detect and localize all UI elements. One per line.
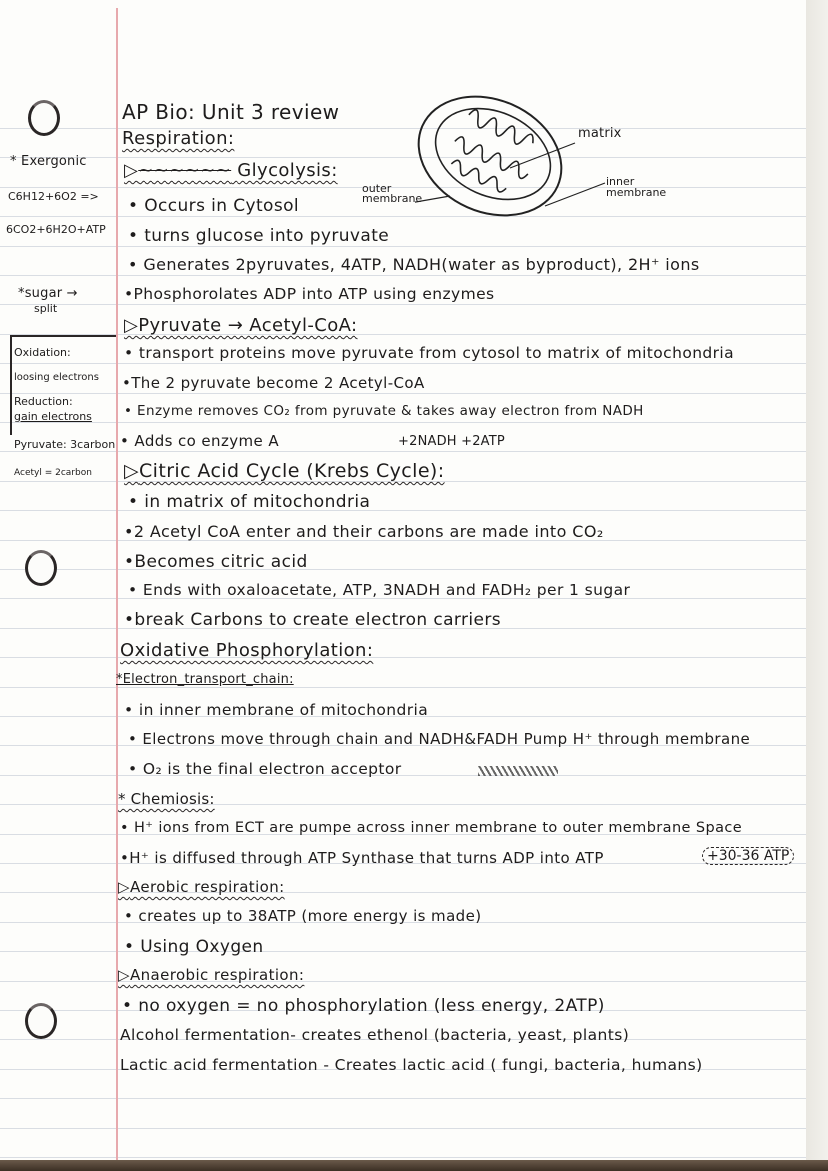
- margin-sugar-split-1: *sugar →: [18, 286, 78, 301]
- margin-oxidation-2: loosing electrons: [14, 372, 99, 383]
- heading-aerobic: ▷Aerobic respiration:: [118, 878, 285, 896]
- ruled-line: [0, 393, 806, 394]
- margin-equation-1: C6H12+6O2 =>: [8, 190, 99, 203]
- margin-reduction-2: gain electrons: [14, 410, 92, 423]
- page-title: AP Bio: Unit 3 review: [122, 100, 340, 124]
- ruled-line: [0, 1098, 806, 1099]
- page-edge-shadow: [806, 0, 828, 1171]
- margin-line: [116, 8, 118, 1163]
- heading-chemiosmosis: * Chemiosis:: [118, 790, 215, 808]
- anaerobic-heading-text: Anaerobic respiration:: [129, 966, 305, 984]
- margin-box-left: [10, 335, 12, 435]
- pyruvate-item-2: •The 2 pyruvate become 2 Acetyl-CoA: [122, 374, 425, 392]
- ruled-line: [0, 775, 806, 776]
- heading-pyruvate-oxidation: ▷Pyruvate → Acetyl-CoA:: [124, 315, 358, 336]
- heading-glycolysis: ▷~~~~~~ Glycolysis:: [124, 160, 338, 181]
- label-inner-membrane: inner membrane: [606, 175, 667, 199]
- chemiosmosis-item-2: •H⁺ is diffused through ATP Synthase that turns ADP into ATP: [120, 849, 604, 867]
- margin-pyruvate-carbon: Pyruvate: 3carbon: [14, 438, 116, 451]
- hole-punch-middle: [25, 550, 57, 586]
- anaerobic-item-3: Lactic acid fermentation - Creates lactic acid ( fungi, bacteria, humans): [120, 1056, 703, 1074]
- margin-sugar-split-2: split: [34, 302, 58, 315]
- ruled-line: [0, 951, 806, 952]
- aerobic-item-2: • Using Oxygen: [124, 937, 264, 957]
- ruled-line: [0, 451, 806, 452]
- margin-oxidation-1: Oxidation:: [14, 346, 71, 359]
- mitochondria-icon: [415, 88, 705, 238]
- glycolysis-item-3: • Generates 2pyruvates, 4ATP, NADH(water as byproduct), 2H⁺ ions: [128, 255, 700, 274]
- heading-anaerobic: ▷Anaerobic respiration:: [118, 966, 305, 984]
- heading-krebs: ▷Citric Acid Cycle (Krebs Cycle):: [124, 460, 445, 482]
- krebs-item-3: •Becomes citric acid: [124, 552, 308, 572]
- ruled-line: [0, 304, 806, 305]
- heading-respiration: Respiration:: [122, 128, 235, 149]
- etc-item-1: • in inner membrane of mitochondria: [124, 701, 429, 719]
- pyruvate-heading-text: Pyruvate → Acetyl-CoA:: [138, 315, 358, 336]
- ruled-line: [0, 334, 806, 335]
- krebs-item-1: • in matrix of mitochondria: [128, 492, 371, 512]
- heading-oxphos: Oxidative Phosphorylation:: [120, 640, 374, 661]
- pyruvate-item-4: • Adds co enzyme A: [120, 432, 279, 450]
- krebs-item-5: •break Carbons to create electron carriers: [124, 610, 502, 630]
- ruled-line: [0, 422, 806, 423]
- ruled-line: [0, 1128, 806, 1129]
- ruled-line: [0, 363, 806, 364]
- anaerobic-item-1: • no oxygen = no phosphorylation (less energy, 2ATP): [122, 996, 605, 1016]
- etc-item-2: • Electrons move through chain and NADH&FADH Pump H⁺ through membrane: [128, 730, 751, 748]
- margin-reduction-1: Reduction:: [14, 395, 73, 408]
- pyruvate-yield: +2NADH +2ATP: [398, 434, 505, 449]
- ruled-line: [0, 1157, 806, 1158]
- scribble-crossout: [478, 766, 558, 776]
- pyruvate-item-3: • Enzyme removes CO₂ from pyruvate & takes away electron from NADH: [124, 403, 644, 419]
- label-outer-membrane: outer membrane: [362, 182, 423, 205]
- ruled-line: [0, 510, 806, 511]
- ruled-line: [0, 246, 806, 247]
- margin-equation-2: 6CO2+6H2O+ATP: [6, 223, 106, 236]
- pyruvate-item-1: • transport proteins move pyruvate from cytosol to matrix of mitochondria: [124, 344, 735, 362]
- atp-cloud-annotation: +30-36 ATP: [702, 847, 794, 865]
- hole-punch-top: [28, 100, 60, 136]
- krebs-item-4: • Ends with oxaloacetate, ATP, 3NADH and FADH₂ per 1 sugar: [128, 581, 631, 599]
- glycolysis-item-1: • Occurs in Cytosol: [128, 196, 300, 216]
- glycolysis-item-2: • turns glucose into pyruvate: [128, 226, 390, 246]
- margin-box-top: [10, 335, 116, 337]
- aerobic-heading-text: Aerobic respiration:: [129, 878, 285, 896]
- hole-punch-bottom: [25, 1003, 57, 1039]
- ruled-line: [0, 275, 806, 276]
- ruled-line: [0, 569, 806, 570]
- margin-acetyl-carbon: Acetyl = 2carbon: [14, 468, 92, 478]
- glycolysis-heading-text: Glycolysis:: [237, 160, 338, 181]
- chemiosmosis-item-1: • H⁺ ions from ECT are pumpe across inner membrane to outer membrane Space: [120, 820, 743, 836]
- krebs-heading-text: Citric Acid Cycle (Krebs Cycle):: [139, 460, 445, 482]
- margin-exergonic: * Exergonic: [10, 154, 87, 169]
- label-matrix: matrix: [578, 126, 622, 141]
- anaerobic-item-2: Alcohol fermentation- creates ethenol (bacteria, yeast, plants): [120, 1026, 630, 1044]
- glycolysis-item-4: •Phosphorolates ADP into ATP using enzymes: [124, 285, 495, 303]
- krebs-item-2: •2 Acetyl CoA enter and their carbons are made into CO₂: [124, 522, 604, 541]
- page-bottom-edge: [0, 1160, 828, 1171]
- etc-item-3: • O₂ is the final electron acceptor: [128, 760, 402, 778]
- aerobic-item-1: • creates up to 38ATP (more energy is made): [124, 907, 482, 925]
- mitochondria-diagram: [415, 88, 705, 242]
- heading-etc: *Electron_transport_chain:: [116, 672, 294, 687]
- ruled-line: [0, 687, 806, 688]
